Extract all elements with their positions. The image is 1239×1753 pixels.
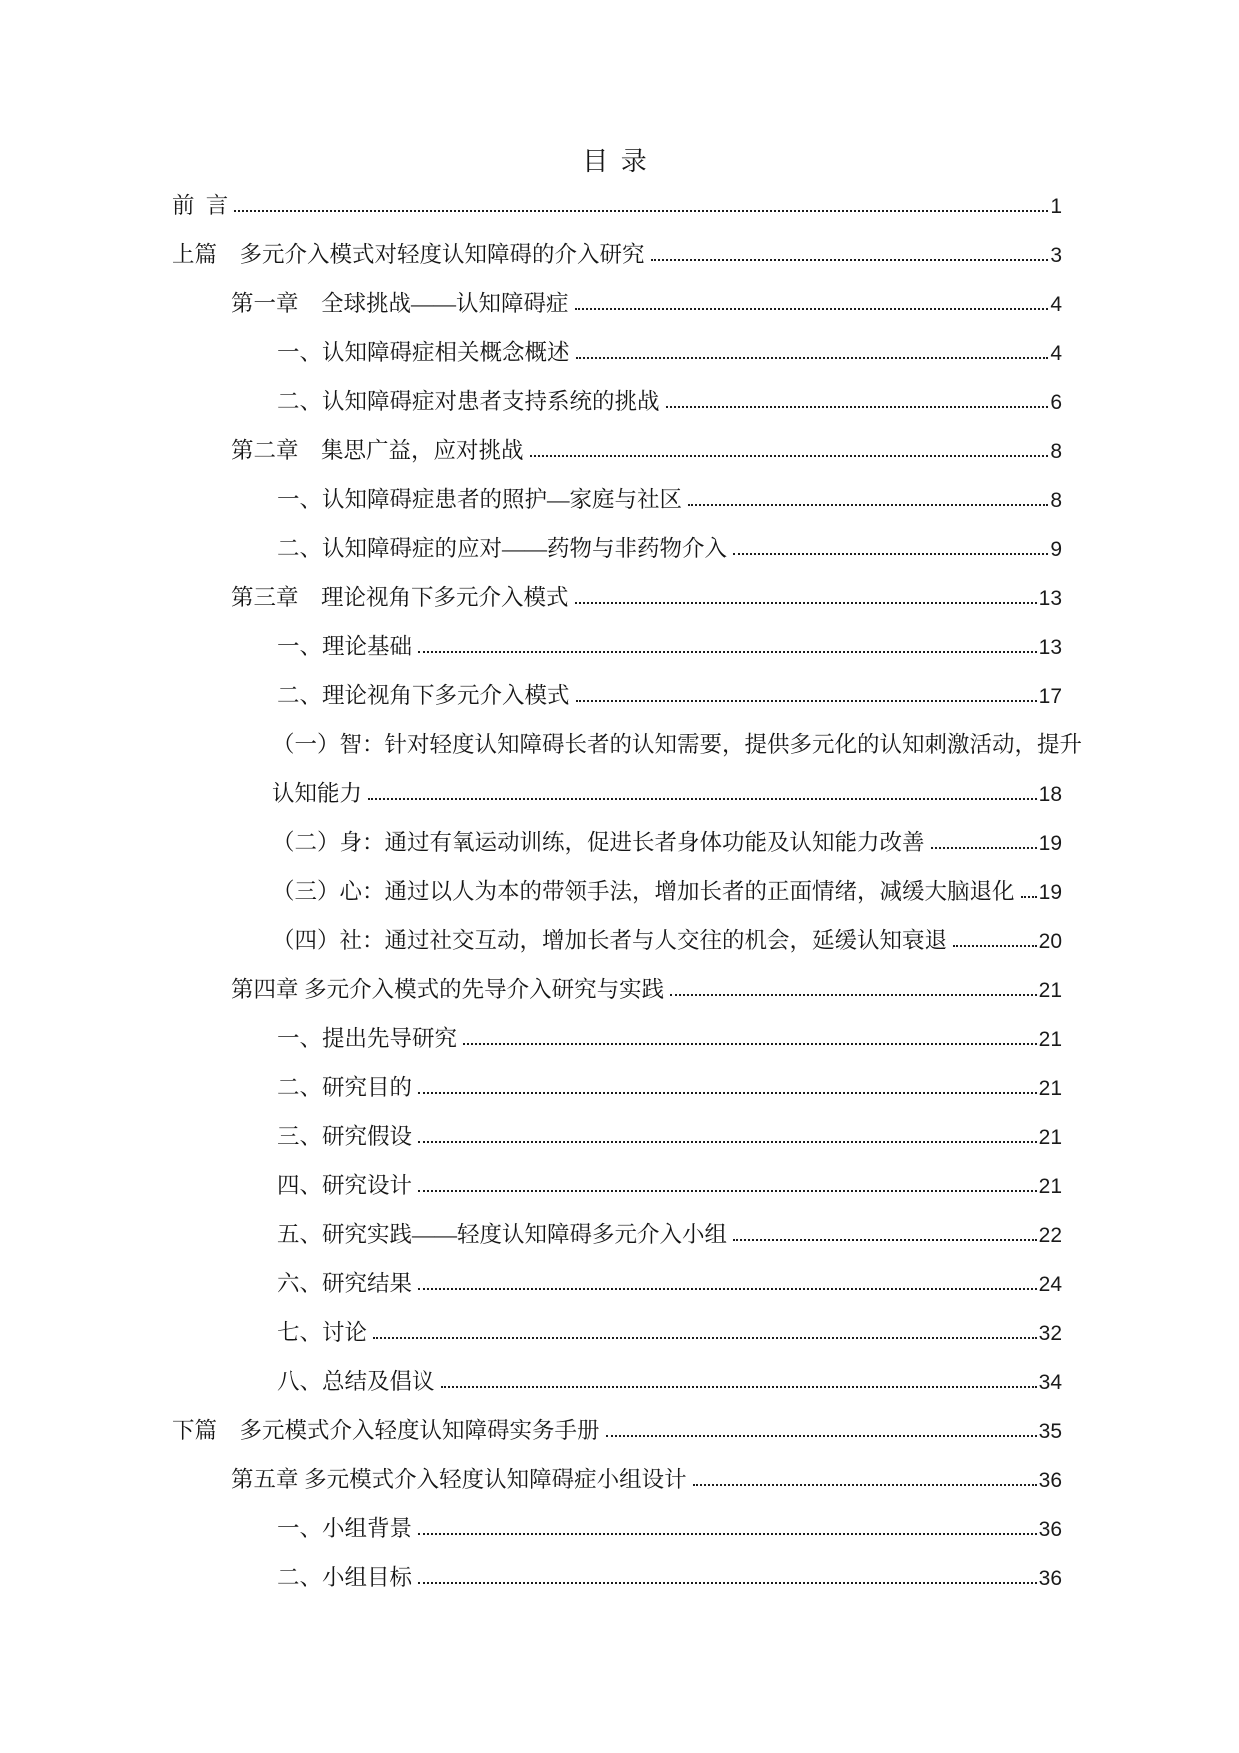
toc-entry[interactable] xyxy=(170,372,1062,421)
toc-page-number: 34 xyxy=(1038,1371,1062,1394)
toc-entry-label: 二、认知障碍症的应对——药物与非药物介入 xyxy=(277,535,728,561)
dot-leader xyxy=(441,1386,1037,1388)
dot-leader xyxy=(953,945,1037,947)
toc-entry[interactable] xyxy=(170,1303,1062,1352)
toc-entry-label: 二、研究目的 xyxy=(277,1074,413,1100)
toc-entry[interactable] xyxy=(170,1058,1062,1107)
dot-leader xyxy=(418,1582,1037,1584)
toc-entry-label: 一、小组背景 xyxy=(277,1515,413,1541)
dot-leader xyxy=(418,1141,1037,1143)
dot-leader xyxy=(575,308,1049,310)
toc-entry-label: （四）社：通过社交互动，增加长者与人交往的机会，延缓认知衰退 xyxy=(272,927,948,953)
toc-entry-label: 三、研究假设 xyxy=(277,1123,413,1149)
toc-entry-label: （三）心：通过以人为本的带领手法，增加长者的正面情绪，减缓大脑退化 xyxy=(272,878,1015,904)
dot-leader xyxy=(463,1043,1037,1045)
toc-entry[interactable] xyxy=(170,421,1062,470)
toc-entry-label: 二、认知障碍症对患者支持系统的挑战 xyxy=(277,388,660,414)
dot-leader xyxy=(733,1239,1037,1241)
toc-entry-label: 第一章 全球挑战——认知障碍症 xyxy=(231,290,569,316)
toc-entry[interactable] xyxy=(170,1254,1062,1303)
dot-leader xyxy=(1021,896,1037,898)
toc-entry[interactable] xyxy=(170,1107,1062,1156)
toc-entry[interactable] xyxy=(170,764,1062,813)
toc-page-number: 13 xyxy=(1038,636,1062,659)
toc-entry-label: 二、小组目标 xyxy=(277,1564,413,1590)
toc-page-number: 18 xyxy=(1038,783,1062,806)
toc-page-number: 36 xyxy=(1038,1469,1062,1492)
toc-entry[interactable] xyxy=(170,715,1083,764)
toc-page-number: 8 xyxy=(1050,489,1062,512)
toc-page-number: 35 xyxy=(1038,1420,1062,1443)
toc-entry[interactable] xyxy=(170,1205,1062,1254)
toc-entry[interactable] xyxy=(170,470,1062,519)
toc-page-number: 21 xyxy=(1038,979,1062,1002)
toc-entry-label: （一）智：针对轻度认知障碍长者的认知需要，提供多元化的认知刺激活动，提升 xyxy=(272,731,1083,757)
toc-entry[interactable] xyxy=(170,519,1062,568)
toc-entry[interactable] xyxy=(170,813,1062,862)
toc-entry-label: 第五章 多元模式介入轻度认知障碍症小组设计 xyxy=(231,1466,687,1492)
toc-entry-label: 四、研究设计 xyxy=(277,1172,413,1198)
dot-leader xyxy=(418,1533,1037,1535)
toc-entry-label: 下篇 多元模式介入轻度认知障碍实务手册 xyxy=(172,1417,600,1443)
dot-leader xyxy=(651,259,1049,261)
toc-page-number: 21 xyxy=(1038,1077,1062,1100)
toc-page-number: 4 xyxy=(1050,342,1062,365)
toc-page-number: 19 xyxy=(1038,881,1062,904)
toc-page-number: 32 xyxy=(1038,1322,1062,1345)
toc-page-number: 21 xyxy=(1038,1028,1062,1051)
dot-leader xyxy=(576,700,1037,702)
toc-entry[interactable] xyxy=(170,960,1062,1009)
toc-entry[interactable] xyxy=(170,568,1062,617)
toc-entry-label: 二、理论视角下多元介入模式 xyxy=(277,682,570,708)
toc-page-number: 24 xyxy=(1038,1273,1062,1296)
toc-page-number: 19 xyxy=(1038,832,1062,855)
toc-entry-label: 一、认知障碍症相关概念概述 xyxy=(277,339,570,365)
toc-page-number: 1 xyxy=(1050,195,1062,218)
dot-leader xyxy=(418,1288,1037,1290)
dot-leader xyxy=(688,504,1048,506)
toc-entry-label: 第三章 理论视角下多元介入模式 xyxy=(231,584,569,610)
dot-leader xyxy=(693,1484,1037,1486)
toc-page-number: 21 xyxy=(1038,1126,1062,1149)
toc-entry[interactable] xyxy=(170,617,1062,666)
toc-entry-label: 五、研究实践——轻度认知障碍多元介入小组 xyxy=(277,1221,728,1247)
toc-entry-label: 六、研究结果 xyxy=(277,1270,413,1296)
toc-entry[interactable] xyxy=(170,323,1062,372)
toc-page-number: 17 xyxy=(1038,685,1062,708)
toc-entry[interactable] xyxy=(170,1156,1062,1205)
toc-entry-label: （二）身：通过有氧运动训练，促进长者身体功能及认知能力改善 xyxy=(272,829,925,855)
toc-entry-label: 前 言 xyxy=(172,192,229,218)
toc-page-number: 3 xyxy=(1050,244,1062,267)
toc-page-number: 21 xyxy=(1038,1175,1062,1198)
dot-leader xyxy=(576,357,1049,359)
toc-entry[interactable] xyxy=(170,1548,1062,1597)
toc-entry-label: 认知能力 xyxy=(272,780,363,806)
toc-page-number: 9 xyxy=(1050,538,1062,561)
toc-page-number: 22 xyxy=(1038,1224,1062,1247)
toc-page-number: 36 xyxy=(1038,1518,1062,1541)
toc-entry-label: 第二章 集思广益，应对挑战 xyxy=(231,437,524,463)
dot-leader xyxy=(418,1190,1037,1192)
dot-leader xyxy=(931,847,1037,849)
toc-entry-label: 七、讨论 xyxy=(277,1319,368,1345)
dot-leader xyxy=(666,406,1049,408)
toc-entry-label: 上篇 多元介入模式对轻度认知障碍的介入研究 xyxy=(172,241,645,267)
toc-page-number: 20 xyxy=(1038,930,1062,953)
toc-entry[interactable] xyxy=(170,176,1062,225)
dot-leader xyxy=(234,210,1048,212)
toc-entry-label: 一、提出先导研究 xyxy=(277,1025,458,1051)
toc-entry-label: 八、总结及倡议 xyxy=(277,1368,435,1394)
toc-page-number: 13 xyxy=(1038,587,1062,610)
table-of-contents xyxy=(170,176,1083,1597)
toc-page-number: 36 xyxy=(1038,1567,1062,1590)
toc-entry[interactable] xyxy=(170,1499,1062,1548)
toc-entry-label: 第四章 多元介入模式的先导介入研究与实践 xyxy=(231,976,665,1002)
dot-leader xyxy=(530,455,1049,457)
toc-entry-label: 一、认知障碍症患者的照护—家庭与社区 xyxy=(277,486,683,512)
toc-entry[interactable] xyxy=(170,666,1062,715)
toc-page-number: 6 xyxy=(1050,391,1062,414)
toc-entry[interactable] xyxy=(170,1401,1062,1450)
page-title: 目 录 xyxy=(582,147,650,176)
toc-page-number: 8 xyxy=(1050,440,1062,463)
dot-leader xyxy=(670,994,1037,996)
dot-leader xyxy=(368,798,1037,800)
toc-entry[interactable] xyxy=(170,274,1062,323)
dot-leader xyxy=(733,553,1048,555)
toc-entry[interactable] xyxy=(170,862,1062,911)
toc-entry[interactable] xyxy=(170,1352,1062,1401)
dot-leader xyxy=(418,651,1037,653)
dot-leader xyxy=(575,602,1037,604)
toc-entry[interactable] xyxy=(170,1450,1062,1499)
toc-entry[interactable] xyxy=(170,1009,1062,1058)
toc-page-number: 4 xyxy=(1050,293,1062,316)
dot-leader xyxy=(418,1092,1037,1094)
dot-leader xyxy=(606,1435,1037,1437)
dot-leader xyxy=(373,1337,1037,1339)
toc-entry-label: 一、理论基础 xyxy=(277,633,413,659)
toc-entry[interactable] xyxy=(170,911,1062,960)
toc-entry[interactable] xyxy=(170,225,1062,274)
